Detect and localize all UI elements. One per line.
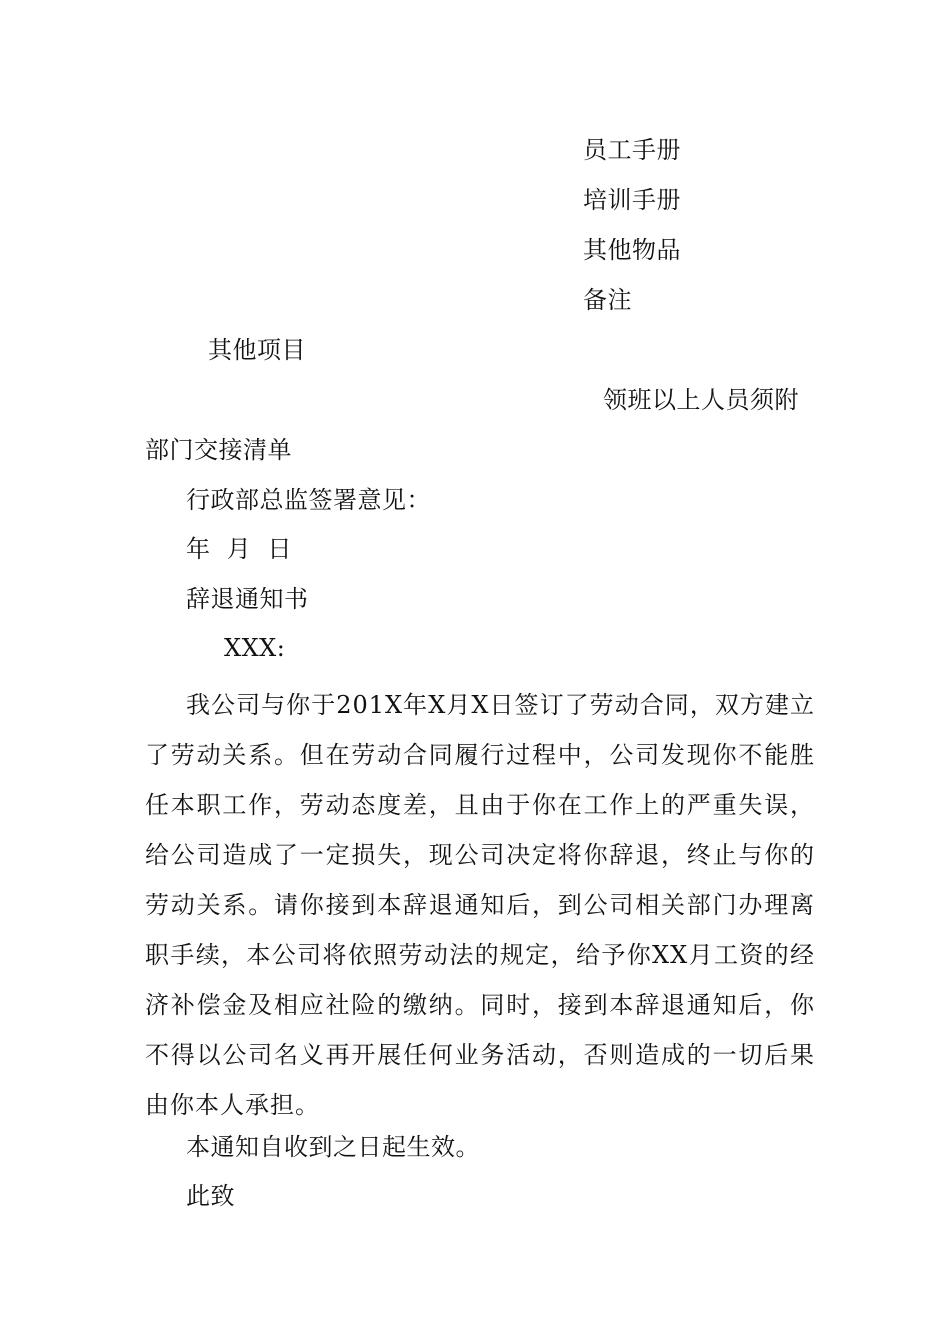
dept-handover-label: 部门交接清单 <box>145 436 292 464</box>
date-line: 年 月 日 <box>186 535 293 563</box>
admin-opinion-label: 行政部总监签署意见： <box>186 486 431 514</box>
notice-title: 辞退通知书 <box>186 585 309 613</box>
closing: 此致 <box>186 1182 235 1210</box>
effective-note: 本通知自收到之日起生效。 <box>186 1133 480 1161</box>
checklist-item-remarks: 备注 <box>583 286 632 314</box>
checklist-item-training: 培训手册 <box>583 186 681 214</box>
checklist-item-handbook: 员工手册 <box>583 136 681 164</box>
checklist-item-other-goods: 其他物品 <box>583 236 681 264</box>
notice-body: 我公司与你于201X年X月X日签订了劳动合同，双方建立了劳动关系。但在劳动合同履行过程中，公司发现你不能胜任本职工作，劳动态度差，且由于你在工作上的严重失误，给公司造成了一定损失，现公司决定将你辞退，终止与你的劳动关系。请你接到本辞退通知后，到公司相关部门办理离职手续，本公司将依照劳动法的规定，给予你XX月工资的经济补偿金及相应社险的缴纳。同时，接到本辞退通知后，你不得以公司名义再开展任何业务活动，否则造成的一切后果由你本人承担。 <box>145 691 815 1119</box>
other-items-label: 其他项目 <box>208 336 306 364</box>
recipient: XXX: <box>224 634 286 662</box>
supervisor-note: 领班以上人员须附 <box>603 386 799 414</box>
